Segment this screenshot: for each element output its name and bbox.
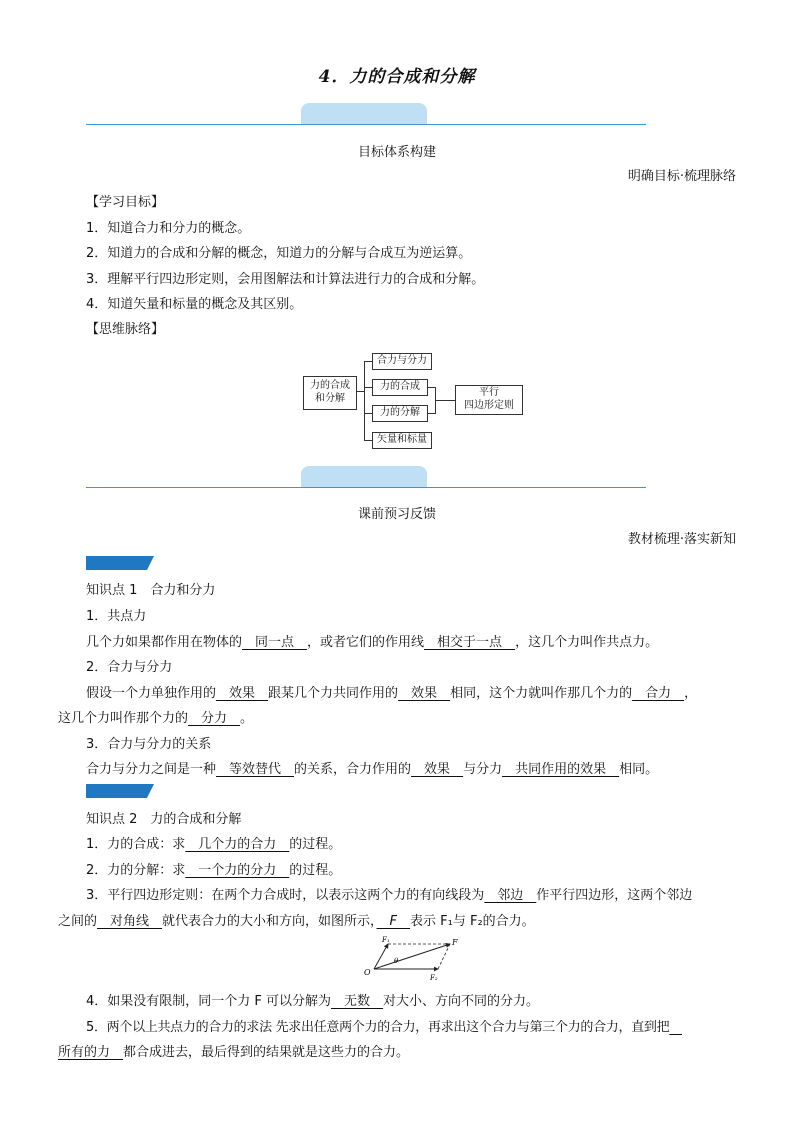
connector <box>364 361 365 440</box>
kp1-s1-text <box>86 631 658 650</box>
text: 就代表合力的大小和方向，如图所示， <box>162 914 377 929</box>
blank-answer: 合力 <box>632 686 685 701</box>
learning-goals-label: 【学习目标】 <box>86 195 165 210</box>
kp1-s2-title: 2．合力与分力 <box>86 660 173 675</box>
mindmap-leaf: 平行 四边形定则 <box>455 385 523 415</box>
connector <box>364 387 372 388</box>
origin-label: O <box>364 968 371 977</box>
text: 与分力 <box>463 762 503 777</box>
kp2-line-3-cont <box>58 910 535 929</box>
blank-answer: 分力 <box>188 711 241 726</box>
kp2-line-5 <box>86 1016 682 1035</box>
kp2-line-1 <box>86 833 341 852</box>
blank-answer: 一个力的分力 <box>185 863 290 878</box>
kp1-s3-title: 3．合力与分力的关系 <box>86 737 212 752</box>
blank-answer: 效果 <box>411 762 464 777</box>
kp1-s1-title: 1．共点力 <box>86 609 147 624</box>
blank-answer: F <box>376 914 411 929</box>
connector <box>427 387 435 388</box>
text: 5．两个以上共点力的合力的求法 先求出任意两个力的合力，再求出这个合力与第三个力的合力，直到把 <box>86 1020 670 1035</box>
blank-answer: 无数 <box>331 994 384 1009</box>
connector <box>364 440 372 441</box>
text: 都合成进去，最后得到的结果就是这些力的合力。 <box>123 1045 410 1060</box>
kp2-line-2 <box>86 859 341 878</box>
blank-answer: 等效替代 <box>216 762 295 777</box>
f1-label: F₁ <box>382 936 390 944</box>
text: 4．如果没有限制，同一个力 F 可以分解为 <box>86 994 332 1009</box>
parallelogram-figure <box>360 933 470 985</box>
blank-answer: 效果 <box>398 686 451 701</box>
page-title: 4．力的合成和分解 <box>318 67 476 87</box>
connector <box>364 361 372 362</box>
text: 2．力的分解：求 <box>86 863 186 878</box>
text: 。 <box>240 711 254 726</box>
mindmap-root: 力的合成 和分解 <box>303 376 357 410</box>
kp1-s3-text <box>86 758 658 777</box>
text: 相同。 <box>619 762 659 777</box>
blank-answer: 邻边 <box>484 888 537 903</box>
theta-label: θ <box>394 957 399 965</box>
mindmap-branch: 力的分解 <box>372 405 428 422</box>
mindmap-branch: 矢量和标量 <box>372 432 432 449</box>
text: 的过程。 <box>289 863 342 878</box>
text: 1．力的合成：求 <box>86 837 186 852</box>
knowledge-point-tag <box>86 556 154 570</box>
banner-rule <box>86 487 646 488</box>
banner-rule <box>86 124 646 125</box>
kp1-s2-text-cont <box>58 707 253 726</box>
text: 表示 F₁与 F₂的合力。 <box>410 914 535 929</box>
text: 之间的 <box>58 914 98 929</box>
blank-answer: 对角线 <box>97 914 163 929</box>
section-heading-2: 课前预习反馈 <box>357 507 436 522</box>
kp2-title: 知识点 2 力的合成和分解 <box>86 812 242 827</box>
connector <box>356 391 364 392</box>
learning-goal-item: 1．知道合力和分力的概念。 <box>86 221 251 236</box>
learning-goal-item: 2．知道力的合成和分解的概念，知道力的分解与合成互为逆运算。 <box>86 246 472 261</box>
section-subheading-1: 明确目标·梳理脉络 <box>627 169 736 184</box>
learning-goal-item: 4．知道矢量和标量的概念及其区别。 <box>86 297 303 312</box>
f2-label: F₂ <box>430 974 438 982</box>
learning-goal-item: 3．理解平行四边形定则，会用图解法和计算法进行力的合成和分解。 <box>86 272 485 287</box>
section-heading-1: 目标体系构建 <box>357 145 436 160</box>
blank-answer: 相交于一点 <box>424 635 516 650</box>
kp2-line-3 <box>86 884 692 903</box>
blank-answer: 共同作用的效果 <box>502 762 620 777</box>
blank-answer: 同一点 <box>242 635 308 650</box>
text: 几个力如果都作用在物体的 <box>86 635 243 650</box>
knowledge-point-tag <box>86 784 154 798</box>
f-label: F <box>452 938 458 947</box>
banner-tab <box>301 466 427 488</box>
blank-answer: 所有的力 <box>58 1045 124 1060</box>
mindmap-label: 【思维脉络】 <box>86 322 165 337</box>
kp2-line-5-cont <box>58 1041 409 1060</box>
blank-answer: 效果 <box>216 686 269 701</box>
text: 假设一个力单独作用的 <box>86 686 217 701</box>
kp1-title: 知识点 1 合力和分力 <box>86 583 216 598</box>
connector <box>364 413 372 414</box>
blank-answer <box>669 1020 682 1035</box>
connector <box>427 413 435 414</box>
text: ，或者它们的作用线 <box>307 635 425 650</box>
text: 合力与分力之间是一种 <box>86 762 217 777</box>
text: 相同，这个力就叫作那几个力的 <box>450 686 633 701</box>
text: 3．平行四边形定则：在两个力合成时，以表示这两个力的有向线段为 <box>86 888 485 903</box>
text: ，这几个力叫作共点力。 <box>515 635 659 650</box>
kp2-line-4 <box>86 990 539 1009</box>
text: 这几个力叫作那个力的 <box>58 711 189 726</box>
section-subheading-2: 教材梳理·落实新知 <box>627 532 736 547</box>
blank-answer: 几个力的合力 <box>185 837 290 852</box>
text: 跟某几个力共同作用的 <box>268 686 399 701</box>
mindmap-branch: 力的合成 <box>372 379 428 396</box>
text: 作平行四边形，这两个邻边 <box>536 888 693 903</box>
banner-tab <box>301 103 427 125</box>
text: 的关系，合力作用的 <box>294 762 412 777</box>
text: ， <box>684 686 698 701</box>
connector <box>435 400 455 401</box>
text: 对大小、方向不同的分力。 <box>383 994 540 1009</box>
kp1-s2-text <box>86 682 697 701</box>
text: 的过程。 <box>289 837 342 852</box>
mindmap-branch: 合力与分力 <box>372 353 432 370</box>
